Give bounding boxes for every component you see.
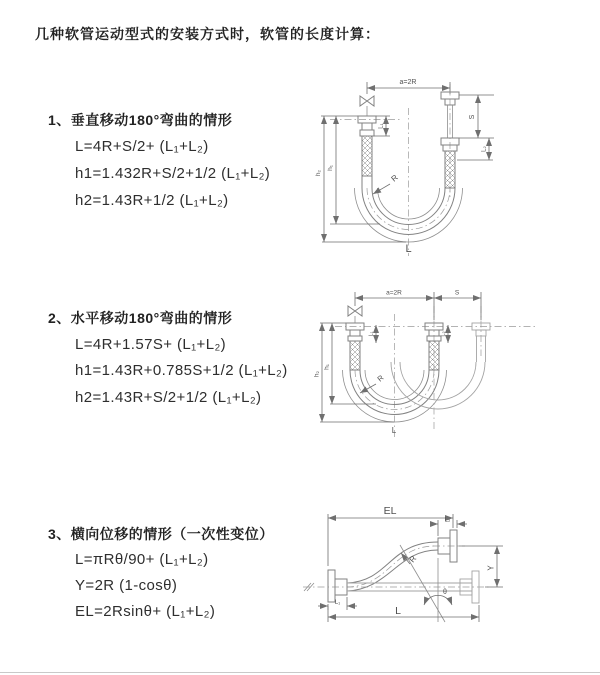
dimension-l2 [457, 138, 493, 160]
dim-s-label: S [469, 114, 476, 120]
dimension-s [459, 95, 494, 138]
dim-l1-label: L₁ [378, 123, 385, 129]
length-label: L [391, 426, 397, 435]
valve-icon [360, 96, 374, 116]
section-1-heading: 1、垂直移动180°弯曲的情形 [48, 112, 233, 128]
formula-line: Y=2R (1-cosθ) [75, 577, 178, 594]
dimension-l2 [430, 518, 467, 537]
angle-theta [400, 545, 452, 622]
left-flange-column [358, 116, 376, 176]
dimension-a2r [355, 290, 481, 321]
radius-label: R [389, 172, 400, 184]
valve-icon [348, 306, 362, 323]
length-label: L [405, 243, 412, 255]
length-label: L [395, 605, 401, 617]
centerlines [330, 84, 450, 256]
dim-h1-label: h₁ [327, 165, 334, 171]
dimension-l [328, 605, 479, 622]
dim-y-label: Y [486, 565, 496, 571]
dim-h1-label: h₁ [323, 364, 331, 370]
dim-h2-label: h₂ [315, 169, 322, 177]
dim-l1-label: L₁ [368, 331, 375, 337]
dim-l2-label: L₂ [481, 146, 488, 152]
left-flange [328, 570, 347, 602]
section-2-heading: 2、水平移动180°弯曲的情形 [48, 310, 233, 326]
formula-line: L=πRθ/90+ (L₁+L₂) [75, 551, 209, 568]
formula-line: L=4R+1.57S+ (L₁+L₂) [75, 336, 227, 353]
diagram-vertical-180-bend [310, 68, 580, 268]
dimension-l1 [318, 597, 357, 610]
radius-label: R [375, 373, 386, 384]
centerlines [303, 546, 490, 591]
middle-flange-column [425, 323, 443, 370]
dim-l1-label: L₁ [334, 600, 341, 606]
formula-line: h1=1.432R+S/2+1/2 (L₁+L₂) [75, 165, 271, 182]
dim-s-label: S [454, 289, 460, 297]
formula-line: L=4R+S/2+ (L₁+L₂) [75, 138, 209, 155]
dim-l2-label: L₂ [440, 331, 447, 337]
dimension-y [459, 546, 503, 587]
hose-s-curve [347, 542, 438, 591]
radius-leader [373, 173, 400, 194]
page-title: 几种软管运动型式的安装方式时，软管的长度计算： [35, 26, 380, 42]
dimension-l1 [369, 325, 377, 343]
dimension-a2r [367, 79, 450, 94]
right-flange-column-ghost [472, 323, 490, 362]
angle-theta-label: θ [443, 589, 447, 596]
dimension-l2 [441, 325, 449, 343]
formula-line: h2=1.43R+S/2+1/2 (L₁+L₂) [75, 389, 262, 406]
formula-line: EL=2Rsinθ+ (L₁+L₂) [75, 603, 216, 620]
radius-label: R [407, 554, 419, 565]
formula-line: h1=1.43R+0.785S+1/2 (L₁+L₂) [75, 362, 288, 379]
left-flange-column [346, 323, 364, 370]
diagram-horizontal-180-bend [310, 282, 580, 462]
dim-el-label: EL [383, 505, 397, 517]
dim-h2-label: h₂ [313, 370, 321, 378]
dim-l2-label: L₂ [444, 517, 451, 524]
dimension-el [328, 505, 453, 566]
diagram-lateral-displacement [295, 500, 595, 650]
section-3-heading: 3、横向位移的情形（一次性变位） [48, 526, 274, 542]
dim-a2r-label: a=2R [399, 79, 417, 86]
formula-line: h2=1.43R+1/2 (L₁+L₂) [75, 192, 229, 209]
dim-a2r-label: a=2R [386, 289, 402, 297]
right-flange-column [441, 92, 459, 188]
page-bottom-edge [0, 672, 600, 673]
